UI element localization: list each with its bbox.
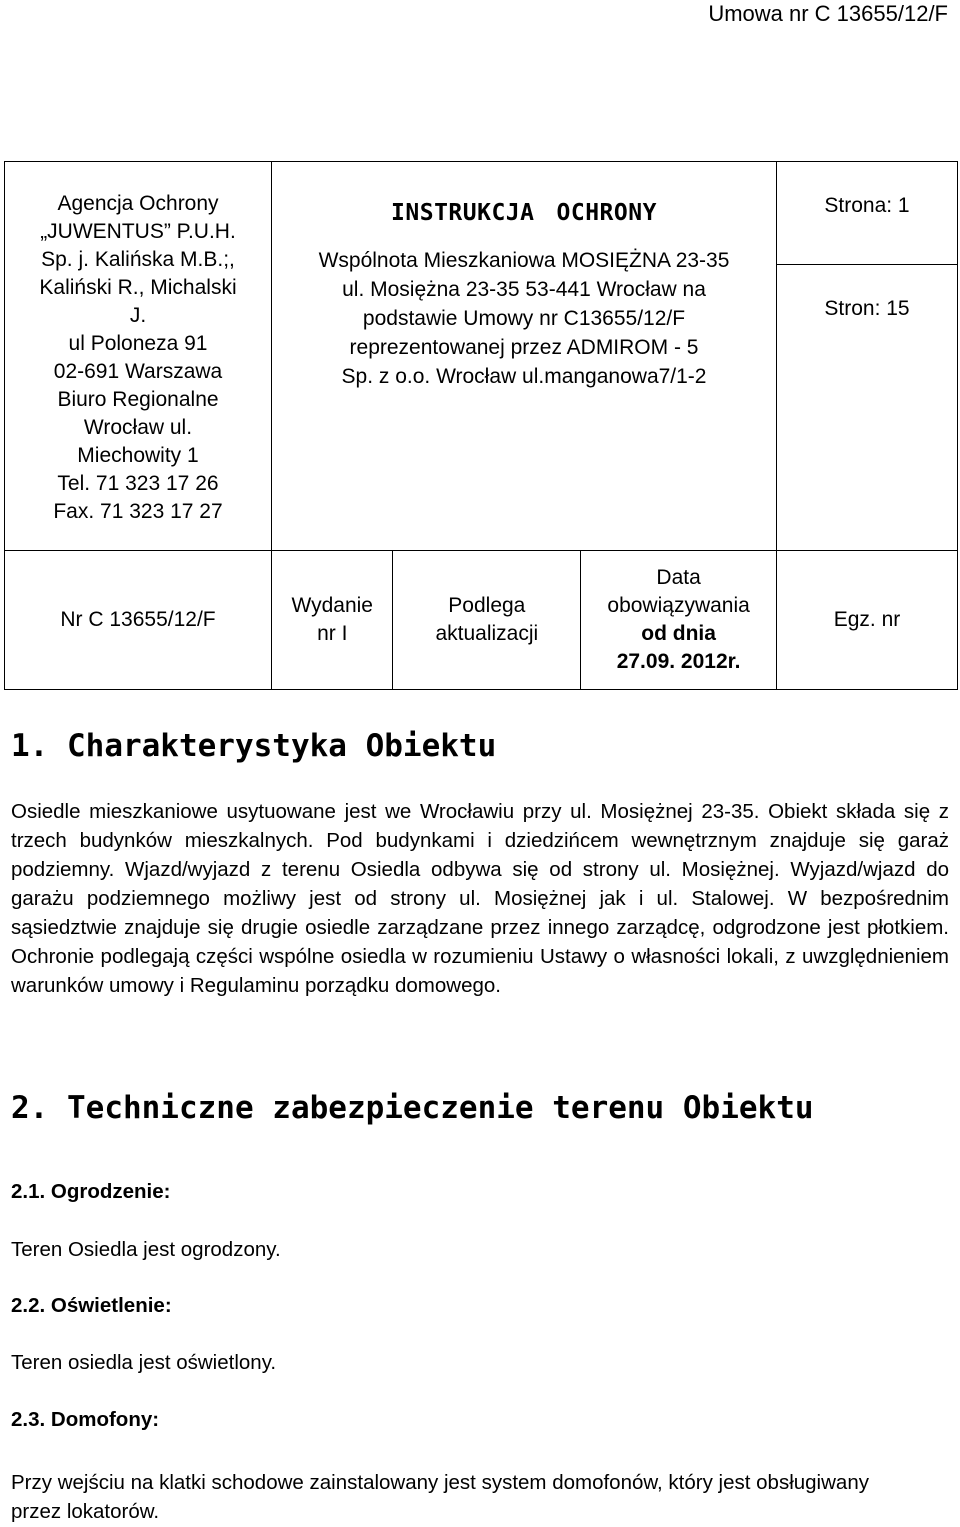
- document-number: Nr C 13655/12/F: [60, 608, 216, 631]
- document-number-cell: [5, 551, 272, 690]
- document-reference: Umowa nr C 13655/12/F: [708, 1, 948, 26]
- edition-value: nr I: [317, 622, 348, 645]
- edition-label: Wydanie: [291, 594, 373, 617]
- section-1-text: Osiedle mieszkaniowe usytuowane jest we Wrocławiu przy ul. Mosiężnej 23-35. Obiekt składa się z trzech budynków mieszkalnych. Pod budynkami i dziedzińcem wewnętrznym znajduje się garaż podziemny. Wjazd/wyjazd z terenu Osiedla odbywa się od strony ul. Mosiężnej. Wyjazd/wjazd do garażu podziemnego możliwy jest od strony ul. Mosiężnej jak i ul. Stalowej. W bezpośrednim sąsiedztwie znajduje się drugie osiedle zarządzane przez innego zarządcę, odgrodzone jest płotkiem. Ochronie podlegają części wspólne osiedla w rozumieniu Ustawy o własności lokali, z uwzględnieniem warunków umowy i Regulaminu porządku domowego.: [11, 800, 949, 997]
- company-line: Biuro Regionalne: [57, 388, 219, 411]
- instruction-description: [272, 226, 776, 391]
- company-line: Miechowity 1: [77, 444, 199, 467]
- update-label: aktualizacji: [435, 622, 539, 645]
- pages-cell: [777, 162, 958, 551]
- subsection-intercom-title: 2.3. Domofony:: [11, 1408, 160, 1431]
- company-line: „JUWENTUS” P.U.H.: [40, 220, 236, 243]
- validity-date: 27.09. 2012r.: [616, 650, 741, 673]
- company-line: ul Poloneza 91: [68, 332, 208, 355]
- validity-from-label: od dnia: [641, 622, 716, 645]
- subsection-intercom-text: Przy wejściu na klatki schodowe zainstalowany jest system domofonów, który jest obsługiwany przez lokatorów.: [11, 1471, 869, 1523]
- instruction-line: reprezentowanej przez ADMIROM - 5: [349, 336, 699, 359]
- edition-cell: [272, 551, 393, 690]
- instruction-title: [272, 162, 776, 226]
- subsection-fence-title: 2.1. Ogrodzenie:: [11, 1180, 171, 1203]
- company-line: J.: [129, 304, 147, 327]
- validity-label: obowiązywania: [607, 594, 750, 617]
- page-total: Stron: 15: [824, 297, 910, 320]
- company-info-cell: [5, 162, 272, 551]
- section-1-title: 1. Charakterystyka Obiektu: [11, 728, 497, 764]
- instruction-line: podstawie Umowy nr C13655/12/F: [362, 307, 686, 330]
- instruction-cell: [272, 162, 777, 551]
- update-cell: [393, 551, 581, 690]
- update-label: Podlega: [448, 594, 526, 617]
- instruction-line: Wspólnota Mieszkaniowa MOSIĘŻNA 23-35: [318, 249, 730, 272]
- copy-number-label: Egz. nr: [833, 608, 901, 631]
- copy-number-cell: [777, 551, 958, 690]
- company-line: Agencja Ochrony: [57, 192, 219, 215]
- validity-label: Data: [656, 566, 701, 589]
- company-line: 02-691 Warszawa: [53, 360, 223, 383]
- validity-cell: [581, 551, 777, 690]
- page-number: Strona: 1: [777, 162, 957, 265]
- instruction-title-word: INSTRUKCJA: [391, 200, 535, 226]
- company-line: Tel. 71 323 17 26: [57, 472, 219, 495]
- subsection-fence-text: Teren Osiedla jest ogrodzony.: [11, 1238, 281, 1261]
- company-line: Wrocław ul.: [83, 416, 193, 439]
- section-2-title: 2. Techniczne zabezpieczenie terenu Obiektu: [11, 1090, 814, 1126]
- company-line: Kaliński R., Michalski: [39, 276, 237, 299]
- instruction-title-word: OCHRONY: [556, 200, 657, 226]
- instruction-line: ul. Mosiężna 23-35 53-441 Wrocław na: [342, 278, 706, 301]
- company-line: Fax. 71 323 17 27: [53, 500, 223, 523]
- subsection-lighting-text: Teren osiedla jest oświetlony.: [11, 1351, 277, 1374]
- instruction-line: Sp. z o.o. Wrocław ul.manganowa7/1-2: [341, 365, 707, 388]
- document-header-table: [4, 161, 958, 690]
- subsection-lighting-title: 2.2. Oświetlenie:: [11, 1294, 172, 1317]
- company-line: Sp. j. Kalińska M.B.;,: [41, 248, 235, 271]
